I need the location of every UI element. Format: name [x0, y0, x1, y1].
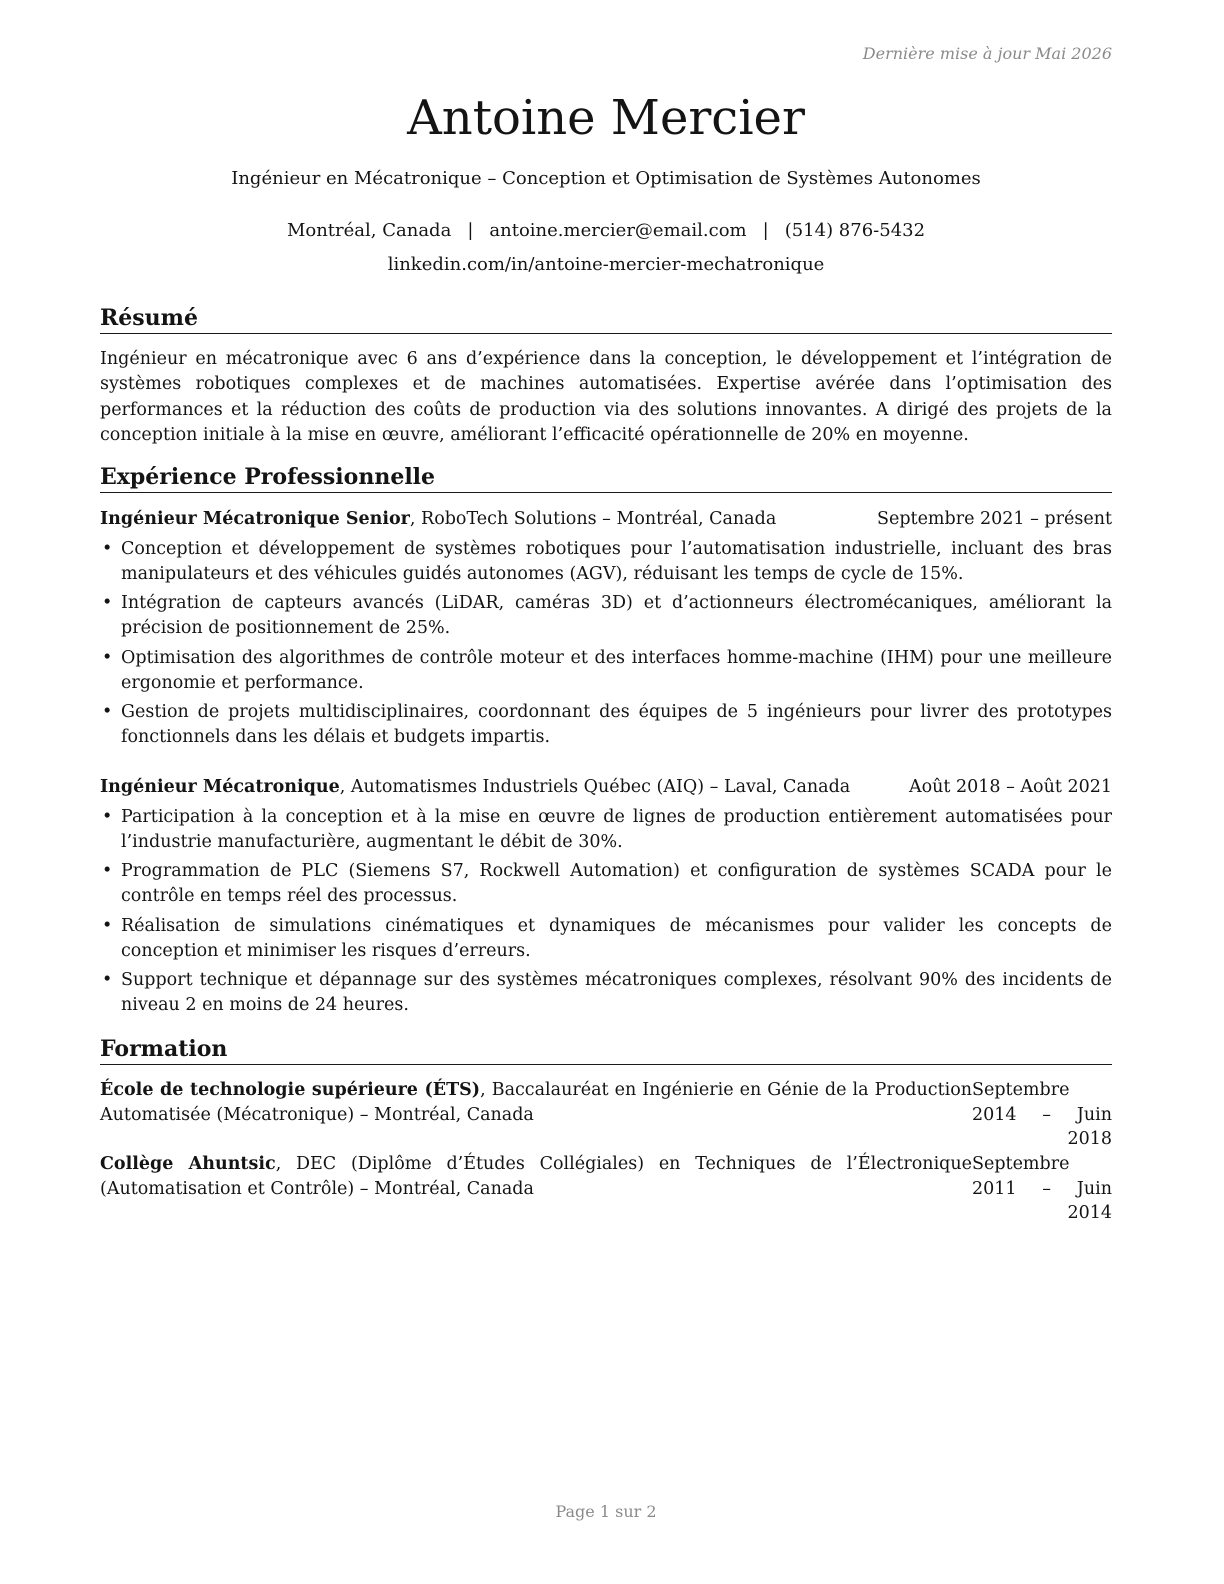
- list-item: [100, 700, 1112, 749]
- section-title-education: Formation: [100, 1035, 1112, 1065]
- list-item: [100, 591, 1112, 640]
- education-school: Collège Ahuntsic: [100, 1154, 276, 1174]
- job-header: [100, 507, 1112, 532]
- list-item: [100, 805, 1112, 854]
- bullet-icon: •: [102, 539, 113, 559]
- linkedin-link[interactable]: linkedin.com/in/antoine-mercier-mechatronique: [387, 254, 825, 275]
- education-dates: Septembre 2014 – Juin 2018: [972, 1080, 1112, 1150]
- education-description: [100, 1152, 972, 1201]
- contact-line: [100, 219, 1112, 243]
- list-item: [100, 914, 1112, 963]
- bullet-text: Intégration de capteurs avancés (LiDAR, caméras 3D) et d’actionneurs électromécaniques, améliorant la précision de positionnement de 25%.: [121, 593, 1112, 639]
- job-role: Ingénieur Mécatronique Senior: [100, 509, 410, 529]
- bullet-icon: •: [102, 702, 113, 723]
- education-item: [100, 1152, 1112, 1224]
- education-school: École de technologie supérieure (ÉTS): [100, 1080, 481, 1100]
- bullet-icon: •: [102, 970, 113, 991]
- education-detail: , Baccalauréat en Ingénierie en Génie de la Production Automatisée (Mécatronique) – Montréal, Canada: [100, 1080, 972, 1125]
- education-description: [100, 1078, 972, 1127]
- list-item: [100, 968, 1112, 1017]
- bullet-icon: •: [102, 807, 113, 827]
- bullet-text: Optimisation des algorithmes de contrôle moteur et des interfaces homme-machine (IHM) pour une meilleure ergonomie et performance.: [121, 647, 1112, 693]
- contact-separator: |: [467, 220, 474, 241]
- bullet-text: Participation à la conception et à la mise en œuvre de lignes de production entièrement automatisées pour l’industrie manufacturière, augmentant le débit de 30%.: [121, 807, 1112, 852]
- job-dates: Août 2018 – Août 2021: [908, 777, 1112, 797]
- job-role: Ingénieur Mécatronique: [100, 777, 340, 797]
- list-item: [100, 859, 1112, 908]
- bullet-text: Programmation de PLC (Siemens S7, Rockwell Automation) et configuration de systèmes SCADA pour le contrôle en temps réel des processus.: [121, 861, 1112, 907]
- summary-text: Ingénieur en mécatronique avec 6 ans d’expérience dans la conception, le développement et l’intégration de systèmes robotiques complexes et de machines automatisées. Expertise avérée dans l’optimisation des performances et la réduction des coûts de production via des solutions innovantes. A dirigé des projets de la conception initiale à la mise en œuvre, améliorant l’efficacité opérationnelle de 20% en moyenne.: [100, 349, 1112, 445]
- job-dates: Septembre 2021 – présent: [877, 509, 1112, 529]
- section-title-summary: Résumé: [100, 304, 1112, 334]
- contact-separator: |: [762, 220, 769, 241]
- candidate-subtitle: Ingénieur en Mécatronique – Conception et Optimisation de Systèmes Autonomes: [231, 168, 981, 189]
- job-company: , RoboTech Solutions – Montréal, Canada: [409, 509, 777, 529]
- page-number: Page 1 sur 2: [555, 1502, 657, 1521]
- contact-email[interactable]: antoine.mercier@email.com: [489, 220, 747, 241]
- resume-page: [100, 0, 1112, 1584]
- bullet-text: Conception et développement de systèmes robotiques pour l’automatisation industrielle, incluant des bras manipulateurs et des véhicules guidés autonomes (AGV), réduisant les temps de cycle de 15%.: [121, 539, 1112, 584]
- bullet-icon: •: [102, 647, 113, 668]
- education-dates: Septembre 2011 – Juin 2014: [972, 1154, 1112, 1224]
- job-company: , Automatismes Industriels Québec (AIQ) – Laval, Canada: [339, 777, 851, 797]
- job-bullets: [100, 805, 1112, 1023]
- last-updated: Dernière mise à jour Mai 2026: [862, 44, 1112, 63]
- contact-phone: (514) 876-5432: [784, 220, 926, 241]
- bullet-text: Gestion de projets multidisciplinaires, coordonnant des équipes de 5 ingénieurs pour livrer des prototypes fonctionnels dans les délais et budgets impartis.: [121, 702, 1112, 748]
- education-detail: , DEC (Diplôme d’Études Collégiales) en Techniques de l’Électronique (Automatisation et Contrôle) – Montréal, Canada: [100, 1154, 973, 1199]
- education-item: [100, 1078, 1112, 1150]
- job-header: [100, 775, 1112, 800]
- section-title-experience: Expérience Professionnelle: [100, 463, 1112, 493]
- contact-location: Montréal, Canada: [286, 220, 452, 241]
- bullet-text: Support technique et dépannage sur des systèmes mécatroniques complexes, résolvant 90% des incidents de niveau 2 en moins de 24 heures.: [121, 970, 1112, 1016]
- bullet-text: Réalisation de simulations cinématiques et dynamiques de mécanismes pour valider les concepts de conception et minimiser les risques d’erreurs.: [121, 915, 1112, 961]
- bullet-icon: •: [102, 861, 113, 882]
- bullet-icon: •: [102, 915, 113, 936]
- candidate-name: Antoine Mercier: [407, 90, 805, 146]
- bullet-icon: •: [102, 593, 113, 614]
- list-item: [100, 646, 1112, 695]
- job-bullets: [100, 537, 1112, 755]
- list-item: [100, 537, 1112, 586]
